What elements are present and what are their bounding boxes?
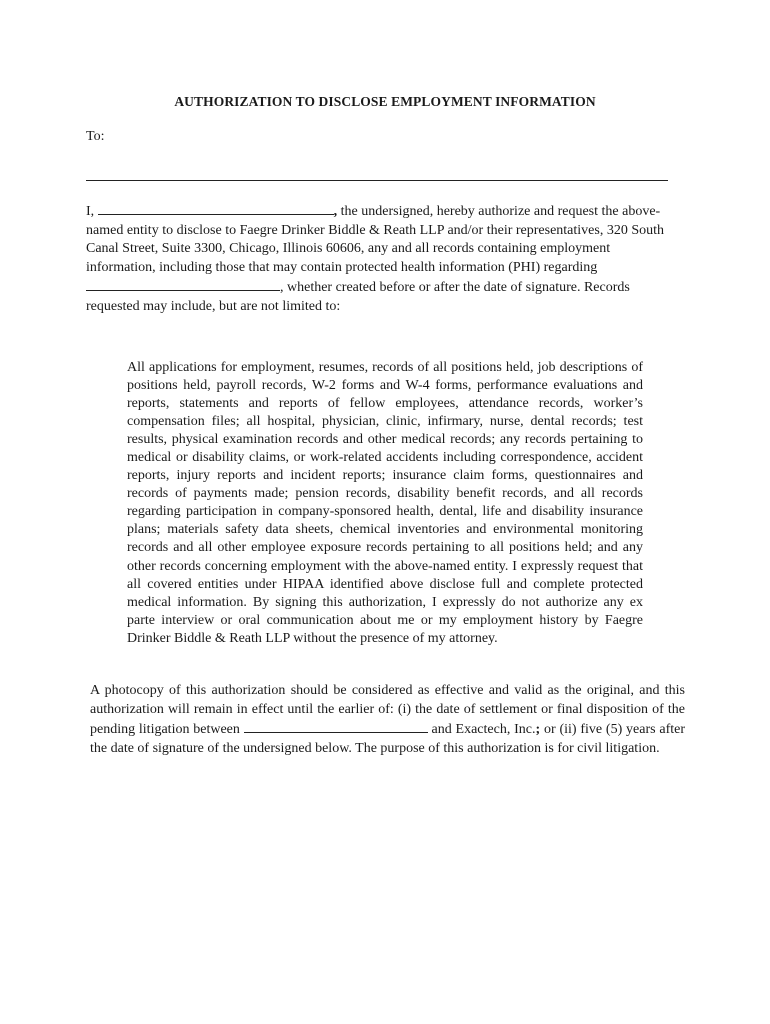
name-comma: ,	[333, 204, 338, 219]
validity-text-a: A photocopy of this authorization should be considered as effective and valid as the original, and this authorization will remain in effect until the earlier of: (i) the date of settlement or final disposition of the pending litigation between	[90, 683, 685, 738]
validity-text-c: or (ii) five (5) years after the date of signature of the undersigned below. The purpose of this authorization is for civil litigation.	[90, 722, 686, 756]
records-list-block: All applications for employment, resumes, records of all positions held, job descriptions of positions held, payroll records, W-2 forms and W-4 forms, performance evaluations and reports, statements and reports of fellow employees, attendance records, worker’s compensation files; all hospital, physician, clinic, infirmary, nurse, dental records; test results, physical examination records and other medical records; any records pertaining to medical or disability claims, or work-related accidents including correspondence, accident reports, injury reports and incident reports; insurance claim forms, questionnaires and records of payments made; pension records, disability benefit records, and all records regarding participation in company-sponsored health, dental, life and disability insurance plans; materials safety data sheets, chemical inventories and environmental monitoring records and all other employee exposure records pertaining to all positions held; and any other records concerning employment with the above-named entity. I expressly request that all covered entities under HIPAA identified above disclose full and complete protected medical information. By signing this authorization, I expressly do not authorize any ex parte interview or oral communication about me or my employment history by Faegre Drinker Biddle & Reath LLP without the presence of my attorney.	[127, 360, 643, 646]
litigation-party-blank[interactable]	[244, 719, 428, 733]
signer-name-blank[interactable]	[98, 201, 334, 215]
authorization-text-a: the undersigned, hereby authorize and request the above-named entity to disclose to Faegre Drinker Biddle & Reath LLP and/or their representatives, 320 South Canal Street, Suite 3300, Chicago, Illinois 60606, any and all records containing employment information, including those that may contain protected health information (PHI) regarding	[86, 204, 665, 275]
authorization-paragraph	[86, 201, 676, 317]
to-label: To:	[86, 129, 105, 144]
authorization-text-b: , whether created before or after the date of signature. Records requested may include, but are not limited to:	[86, 280, 630, 314]
name-prefix: I,	[86, 204, 95, 219]
document-title: AUTHORIZATION TO DISCLOSE EMPLOYMENT INFORMATION	[174, 94, 596, 109]
validity-semicolon: ;	[535, 722, 541, 738]
recipient-blank-line[interactable]	[86, 180, 668, 181]
validity-paragraph	[90, 682, 685, 758]
validity-text-b: and Exactech, Inc.	[427, 722, 536, 738]
subject-name-blank[interactable]	[86, 277, 280, 291]
